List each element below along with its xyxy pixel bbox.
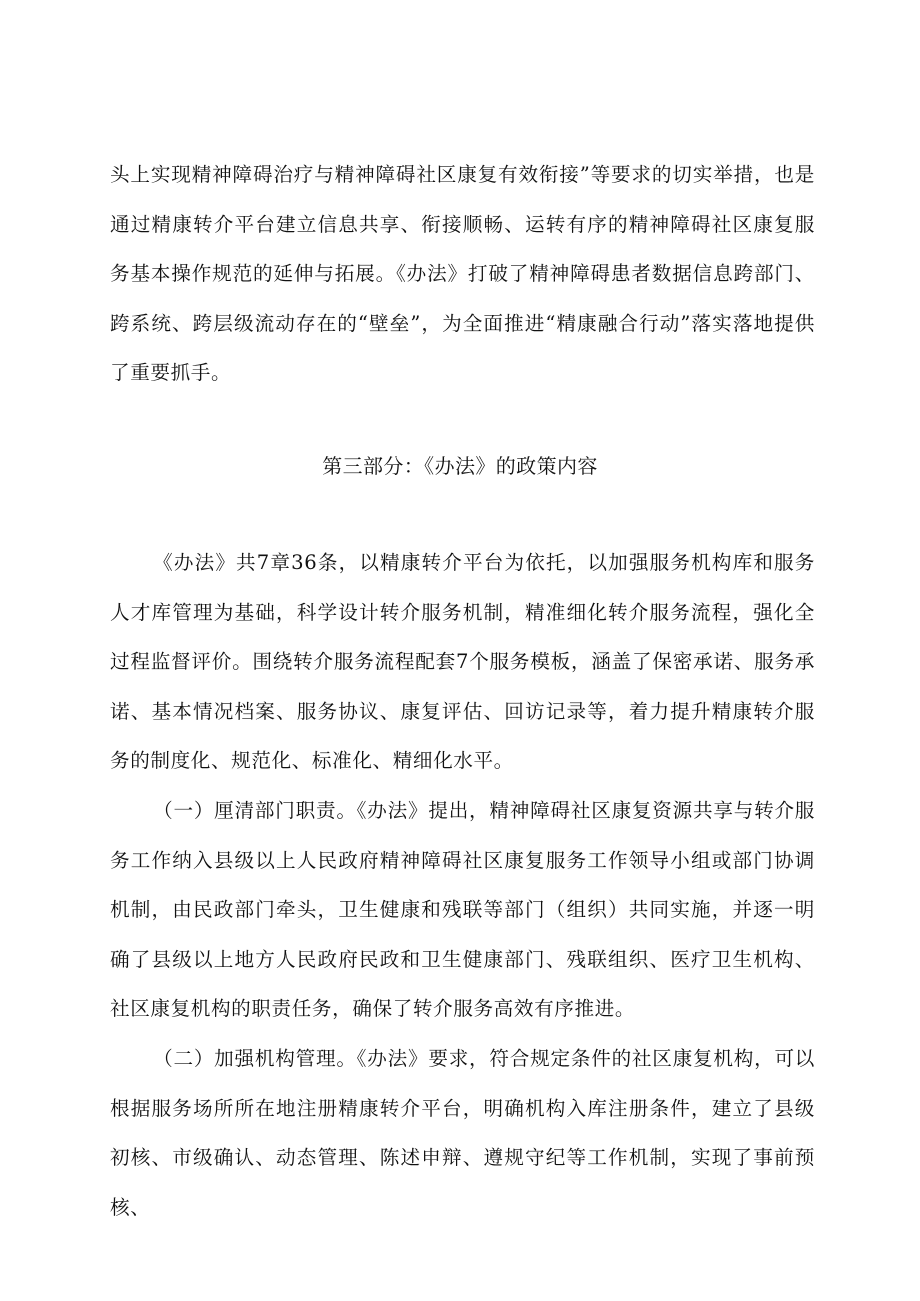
body-paragraph-continuation: 头上实现精神障碍治疗与精神障碍社区康复有效衔接”等要求的切实举措，也是通过精康转介平台建立信息共享、衔接顺畅、运转有序的精神障碍社区康复服务基本操作规范的延伸与拓展。《办法》打破了精神障碍患者数据信息跨部门、跨系统、跨层级流动存在的“壁垒”，为全面推进“精康融合行动”落实落地提供了重要抓手。 (110, 163, 815, 385)
section-heading: 第三部分：《办法》的政策内容 (322, 454, 598, 478)
body-paragraph-overview: 《办法》共7章36条，以精康转介平台为依托，以加强服务机构库和服务人才库管理为基础，科学设计转介服务机制，精准细化转介服务流程，强化全过程监督评价。围绕转介服务流程配套7个服务模板，涵盖了保密承诺、服务承诺、基本情况档案、服务协议、康复评估、回访记录等，着力提升精康转介服务的制度化、规范化、标准化、精细化水平。 (110, 551, 815, 773)
body-paragraph-institution-management: （二）加强机构管理。《办法》要求，符合规定条件的社区康复机构，可以根据服务场所所在地注册精康转介平台，明确机构入库注册条件，建立了县级初核、市级确认、动态管理、陈述申辩、遵规守纪等工作机制，实现了事前预核、 (110, 1047, 815, 1219)
body-paragraph-department-duties: （一）厘清部门职责。《办法》提出，精神障碍社区康复资源共享与转介服务工作纳入县级以上人民政府精神障碍社区康复服务工作领导小组或部门协调机制，由民政部门牵头，卫生健康和残联等部门（组织）共同实施，并逐一明确了县级以上地方人民政府民政和卫生健康部门、残联组织、医疗卫生机构、社区康复机构的职责任务，确保了转介服务高效有序推进。 (110, 799, 815, 1021)
